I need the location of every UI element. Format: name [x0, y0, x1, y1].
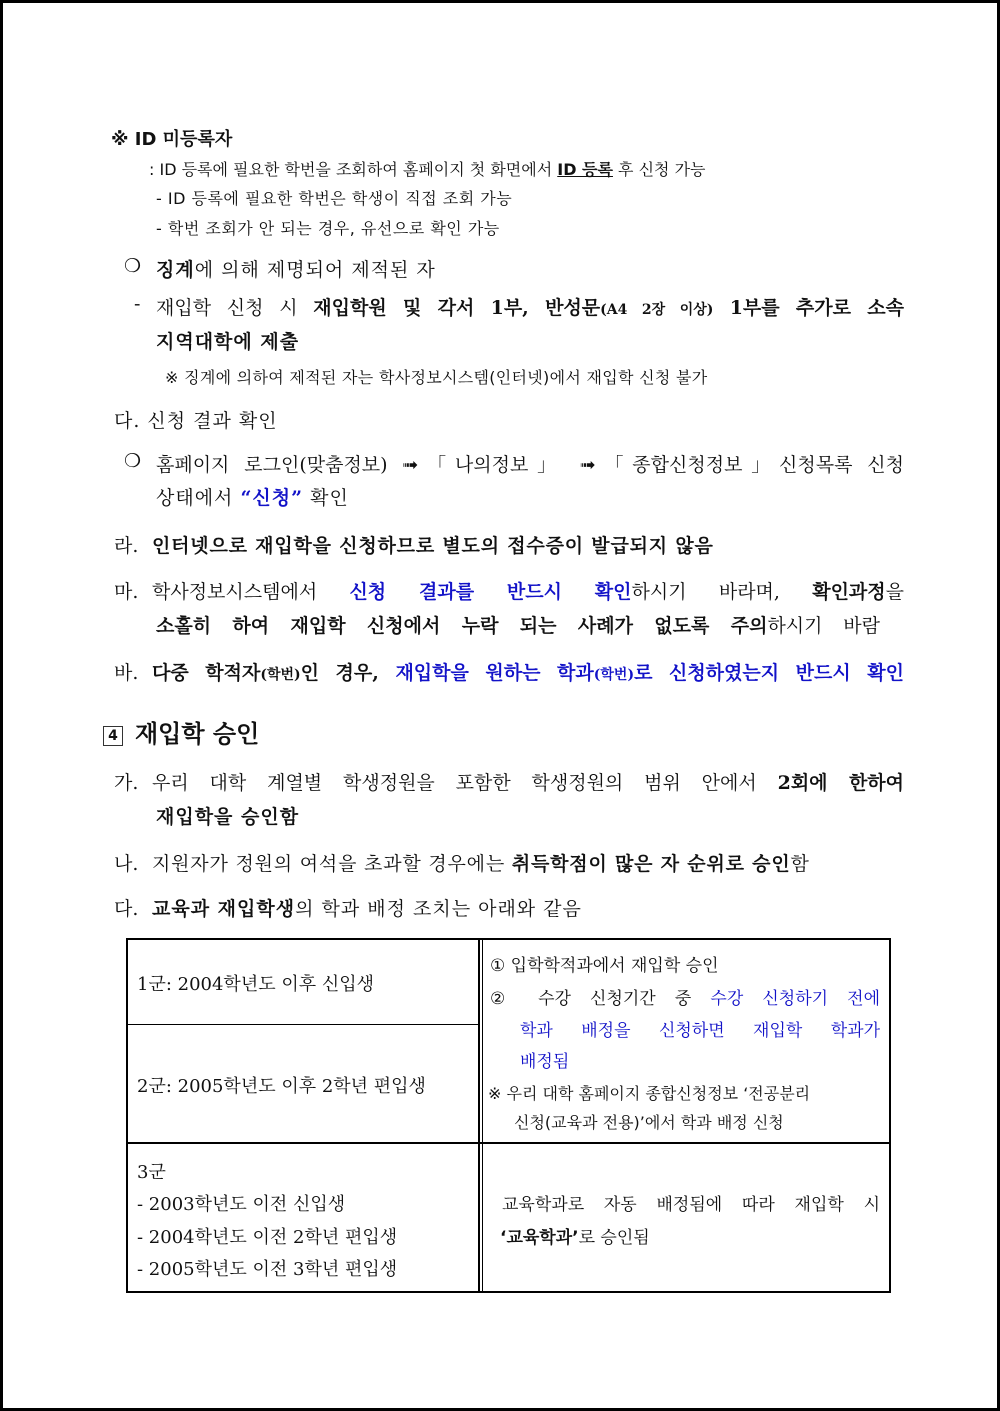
item-ra-text: 인터넷으로 재입학을 신청하므로 별도의 접수증이 발급되지 않음 [152, 535, 714, 557]
table-right2-line2-rest: 로 승인됨 [578, 1228, 650, 1248]
discipline-line2: 지역대학에 제출 [156, 331, 300, 353]
item-ma-line2-a: 소홀히 하여 재입학 신청에서 누락 되는 사례가 없도록 주의 [156, 615, 768, 637]
table-right2-line2 [500, 1223, 650, 1248]
id-unregistered-line3: - 학번 조회가 안 되는 경우, 유선으로 확인 가능 [156, 219, 500, 238]
section4-na-text [152, 849, 810, 876]
check-line2-pre: 상태에서 [156, 487, 241, 509]
table-group3-item2: - 2004학년도 이전 2학년 편입생 [137, 1227, 398, 1248]
item-ma-line1-e: 을 [885, 581, 904, 603]
section4-title: 재입학 승인 [135, 720, 260, 748]
discipline-line1-d: 1부를 추가로 소속 [713, 297, 904, 319]
section4-heading [103, 714, 259, 749]
id-unregistered-line2: - ID 등록에 필요한 학번은 학생이 직접 조회 가능 [156, 189, 513, 208]
section4-ga-label: 가. [114, 772, 139, 794]
section4-na-a: 지원자가 정원의 여석을 초과할 경우에는 [152, 853, 512, 875]
item-ra-label: 라. [114, 535, 139, 557]
table-row-divider-left [128, 1024, 480, 1025]
section4-number-box: 4 [103, 726, 123, 746]
discipline-line1-c: (A4 2장 이상) [600, 302, 714, 318]
section4-da-label: 다. [114, 898, 139, 920]
table-group1: 1군: 2004학년도 이후 신입생 [137, 974, 374, 995]
item-ma-line2 [156, 611, 880, 638]
discipline-bullet: ❍ [124, 255, 142, 277]
table-right1-item2-d: 배정됨 [520, 1052, 570, 1072]
table-group3-item3: - 2005학년도 이전 3학년 편입생 [137, 1259, 398, 1280]
section4-ga-line1-a: 우리 대학 계열별 학생정원을 포함한 학생정원의 범위 안에서 [152, 772, 778, 794]
section4-na-c: 함 [790, 853, 810, 875]
discipline-line1 [156, 293, 904, 320]
table-right2-line1: 교육학과로 자동 배정됨에 따라 재입학 시 [502, 1195, 880, 1215]
discipline-note: ※ 징계에 의하여 제적된 자는 학사정보시스템(인터넷)에서 재입학 신청 불가 [165, 368, 708, 387]
section4-ga-line1 [152, 768, 904, 795]
assignment-table [126, 938, 891, 1293]
check-line2-post: 확인 [303, 487, 349, 509]
item-ma-line1 [152, 577, 904, 604]
table-divider-v2 [482, 940, 483, 1291]
check-line2 [156, 483, 349, 510]
item-ma-line1-d: 확인과정 [812, 581, 886, 603]
item-ba-text-b: (학번) [260, 667, 301, 683]
check-heading: 다. 신청 결과 확인 [114, 410, 278, 432]
id-line1-post: 후 신청 가능 [612, 160, 706, 179]
id-unregistered-heading: ※ ID 미등록자 [111, 129, 233, 150]
table-right1-note1: ※ 우리 대학 홈페이지 종합신청정보 ‘전공분리 [488, 1084, 811, 1103]
item-ma-label: 마. [114, 581, 139, 603]
item-ba-text-c: 인 경우, [300, 662, 396, 684]
id-line1-pre: : ID 등록에 필요한 학번을 조회하여 홈페이지 첫 화면에서 [149, 160, 558, 179]
table-right1-item2-b: 수강 신청하기 전에 [710, 989, 881, 1009]
discipline-title [156, 255, 436, 282]
item-ma-line1-a: 학사정보시스템에서 [152, 581, 350, 603]
id-unregistered-line1 [149, 157, 706, 180]
section4-da-a: 교육과 재입학생 [152, 898, 296, 920]
item-ba-label: 바. [114, 662, 139, 684]
item-ma-line2-b: 하시기 바람 [767, 615, 880, 637]
section4-na-label: 나. [114, 853, 139, 875]
section4-ga-line2: 재입학을 승인함 [156, 806, 300, 828]
discipline-line1-a: 재입학 신청 시 [156, 297, 314, 319]
discipline-line1-b: 재입학원 및 각서 1부, 반성문 [313, 297, 601, 319]
item-ma-line1-c: 하시기 바라며, [631, 581, 813, 603]
discipline-dash: - [134, 293, 141, 315]
item-ma-line1-b: 신청 결과를 반드시 확인 [349, 581, 632, 603]
discipline-title-bold: 징계 [156, 259, 195, 281]
table-group3-title: 3군 [137, 1162, 166, 1183]
section4-ga-line1-b: 2회에 한하여 [777, 772, 905, 794]
discipline-title-rest: 에 의해 제명되어 제적된 자 [194, 259, 436, 281]
table-right1-item1: ① 입학학적과에서 재입학 승인 [490, 956, 719, 976]
table-right1-item2-a: ② 수강 신청기간 중 [490, 989, 711, 1009]
check-bullet: ❍ [124, 450, 142, 472]
section4-na-b: 취득학점이 많은 자 순위로 승인 [511, 853, 791, 875]
check-line1: 홈페이지 로그인(맞춤정보) ➟「나의정보」 ➟「종합신청정보」신청목록 신청 [156, 454, 904, 476]
table-right1-item2 [490, 984, 880, 1009]
check-status-quote: “신청” [240, 487, 304, 509]
table-group3-item1: - 2003학년도 이전 신입생 [137, 1194, 346, 1215]
item-ba-text-f: 로 신청하였는지 반드시 확인 [634, 662, 904, 684]
item-ba-text [152, 658, 904, 685]
section4-da-text [152, 894, 582, 921]
table-right2-line2-bold: ‘교육학과’ [500, 1228, 579, 1248]
item-ba-text-d: 재입학을 원하는 학과 [395, 662, 594, 684]
table-row-divider [128, 1142, 889, 1144]
table-right1-item2-c: 학과 배정을 신청하면 재입학 학과가 [520, 1021, 880, 1041]
table-divider-v1 [478, 940, 480, 1291]
table-right1-note2: 신청(교육과 전용)’에서 학과 배정 신청 [514, 1113, 784, 1132]
item-ba-text-e: (학번) [593, 667, 635, 683]
id-register-emphasis: ID 등록 [557, 160, 613, 179]
item-ba-text-a: 다중 학적자 [152, 662, 261, 684]
table-group2: 2군: 2005학년도 이후 2학년 편입생 [137, 1076, 426, 1097]
section4-da-b: 의 학과 배정 조치는 아래와 같음 [295, 898, 582, 920]
